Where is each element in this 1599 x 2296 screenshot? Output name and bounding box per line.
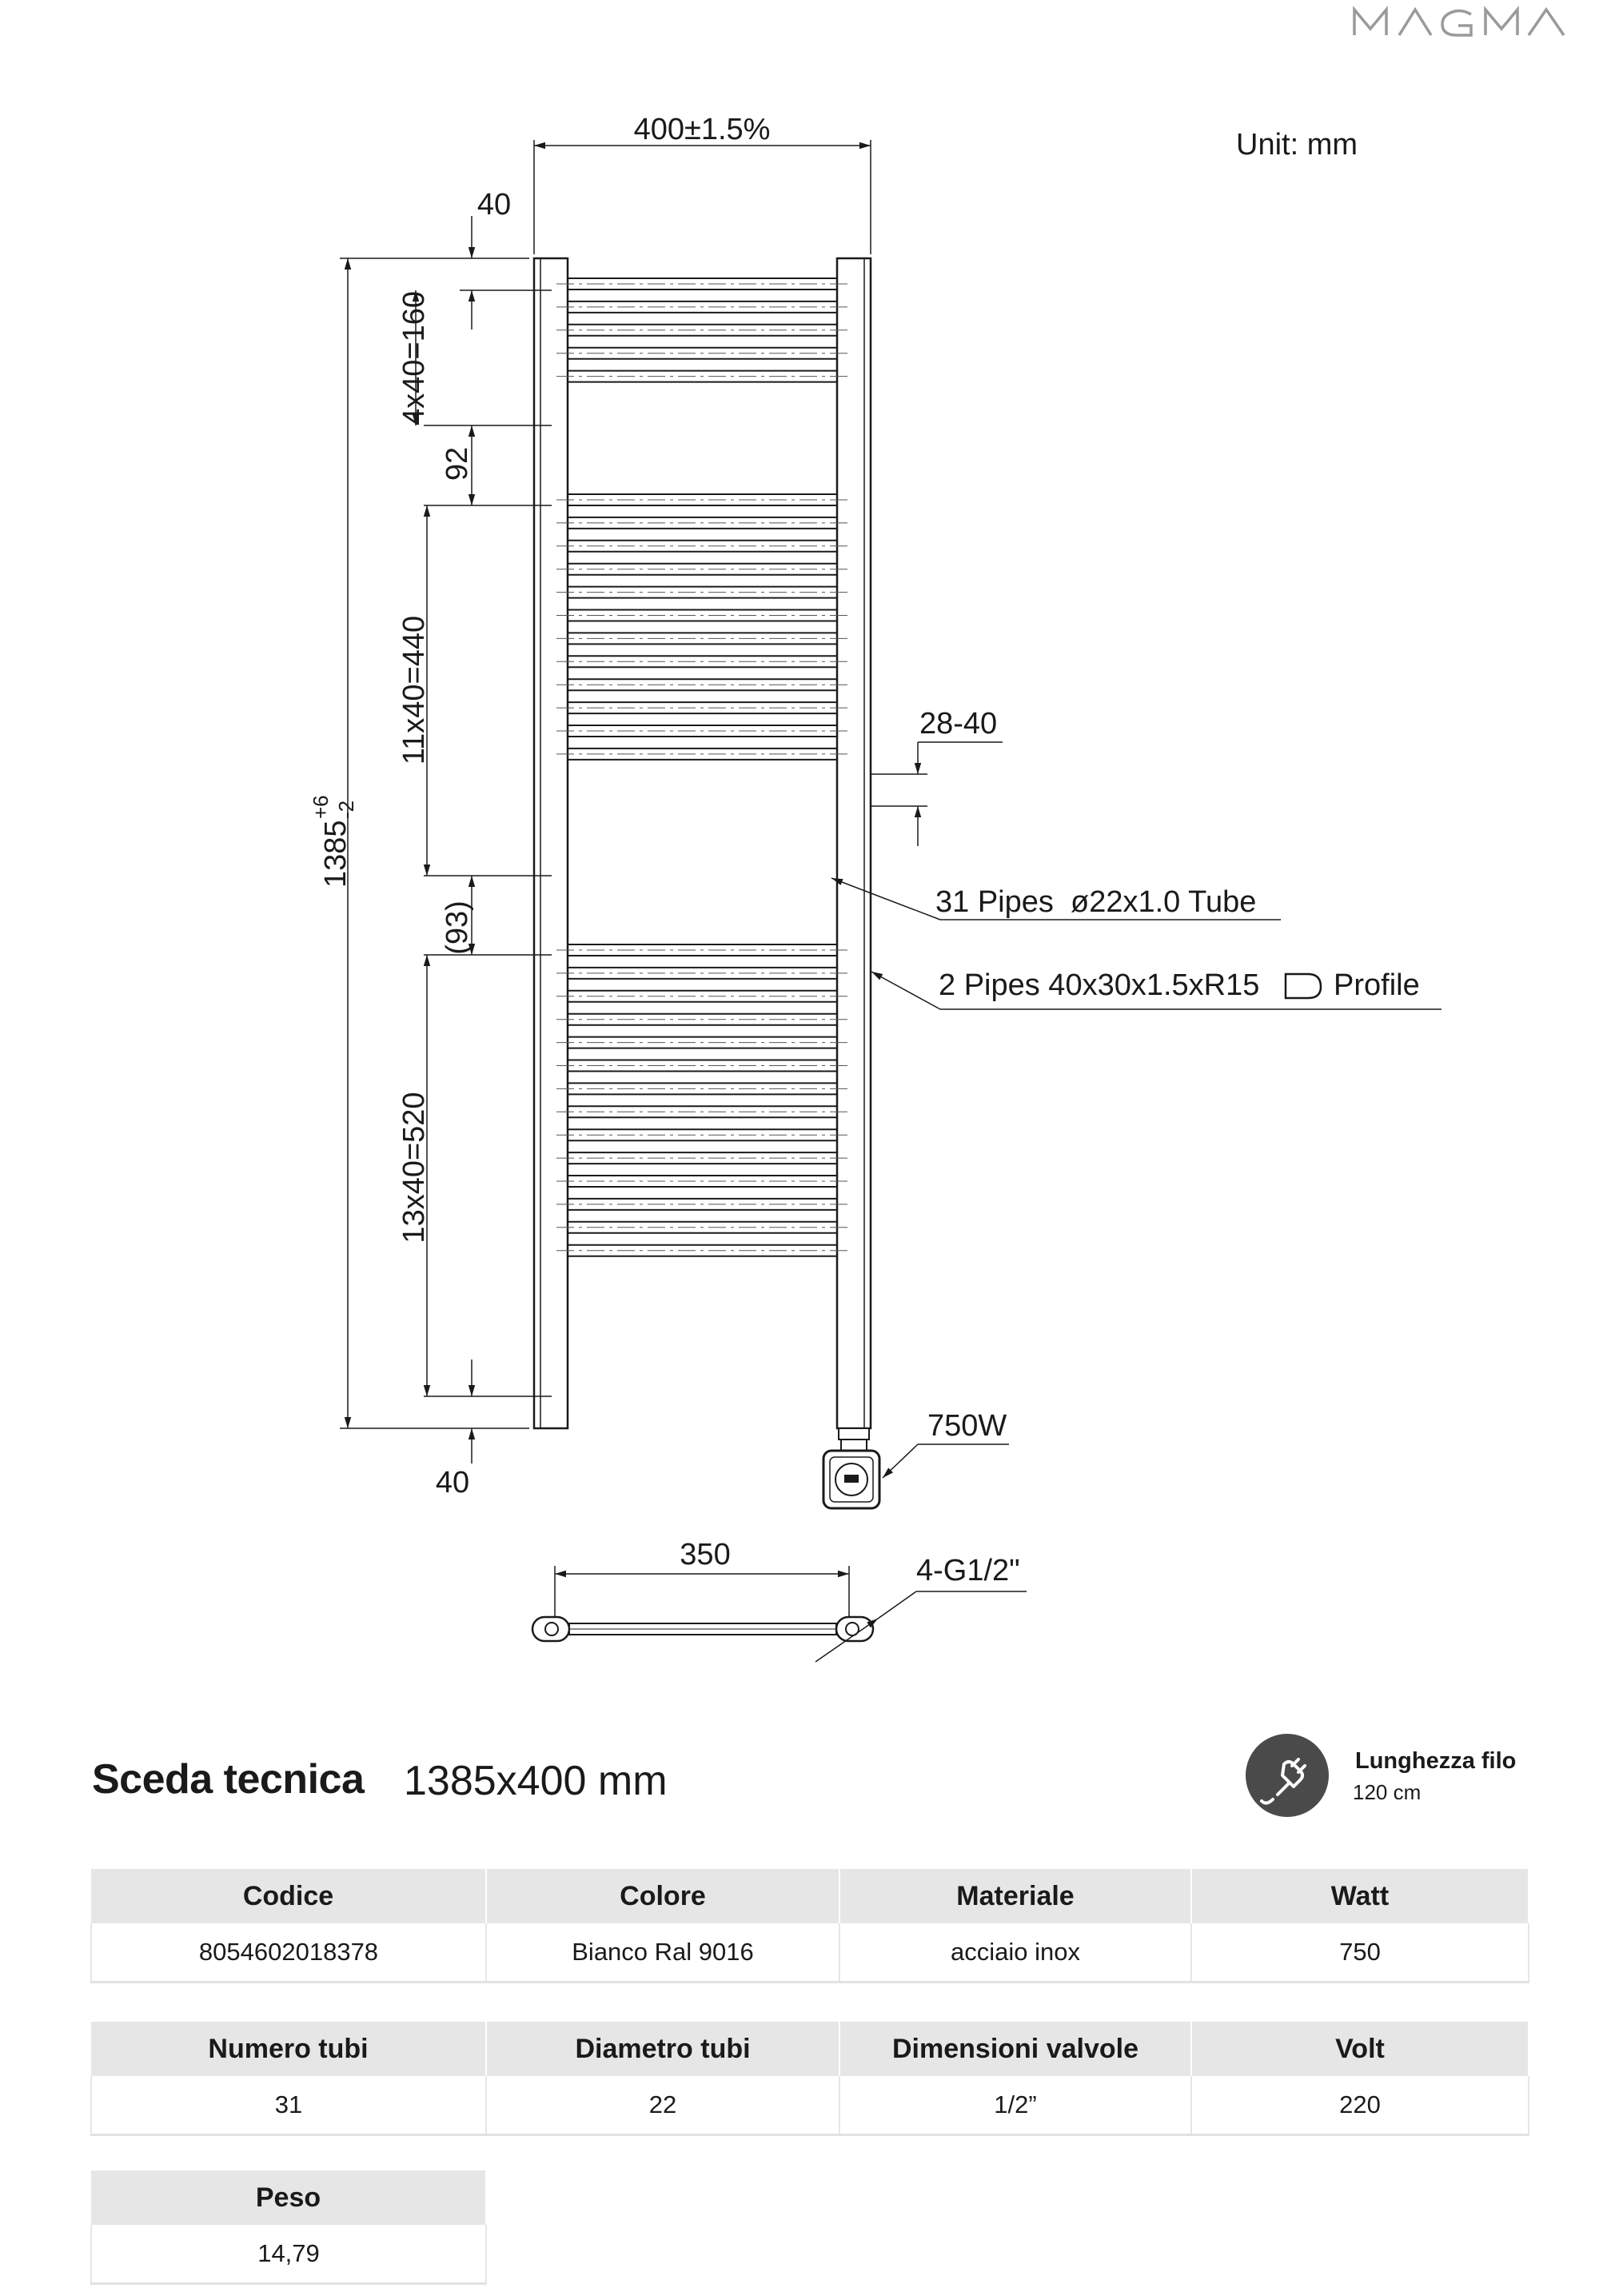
cell-materiale: acciaio inox xyxy=(839,1923,1191,1983)
profile-label-suffix: Profile xyxy=(1334,968,1420,1002)
spec-table-2 xyxy=(90,2022,1529,2136)
table-header-row xyxy=(91,2022,1529,2076)
tube xyxy=(556,564,848,575)
table-row xyxy=(91,1923,1529,1983)
tube xyxy=(556,656,848,667)
gap1-dimension: 92 xyxy=(441,446,474,481)
table-row xyxy=(91,2225,486,2284)
group2-dimension: 11x40=440 xyxy=(397,615,431,765)
tube xyxy=(556,968,848,979)
header-peso: Peso xyxy=(91,2170,486,2225)
cell-dimensioni-valvole: 1/2” xyxy=(839,2076,1191,2135)
cell-peso: 14,79 xyxy=(91,2225,486,2284)
width-dimension: 400±1.5% xyxy=(633,113,771,146)
tube-group xyxy=(556,278,848,1256)
tube xyxy=(556,1060,848,1072)
sheet-dimensions: 1385x400 mm xyxy=(404,1758,668,1804)
cell-volt: 220 xyxy=(1191,2076,1529,2135)
heater-power-label: 750W xyxy=(927,1409,1007,1443)
heater-element xyxy=(823,1428,879,1508)
tube xyxy=(556,587,848,598)
bottom-gap-dimension: 40 xyxy=(435,1466,470,1499)
tube xyxy=(556,541,848,552)
cable-length-value: 120 cm xyxy=(1353,1780,1422,1804)
tube xyxy=(556,301,848,313)
profile-label: 2 Pipes 40x30x1.5xR15 xyxy=(939,968,1260,1002)
cell-codice: 8054602018378 xyxy=(91,1923,486,1983)
table-row xyxy=(91,2076,1529,2135)
header-materiale: Materiale xyxy=(839,1869,1191,1923)
sheet-title: Sceda tecnica xyxy=(92,1756,365,1803)
tube xyxy=(556,749,848,760)
header-watt: Watt xyxy=(1191,1869,1529,1923)
top-gap-dimension: 40 xyxy=(477,188,512,222)
profile-shape-icon xyxy=(1286,974,1321,998)
valve-label: 4-G1/2" xyxy=(916,1554,1020,1587)
tube xyxy=(556,610,848,621)
tube xyxy=(556,1014,848,1025)
tube xyxy=(556,1176,848,1187)
cable-length-label: Lunghezza filo xyxy=(1355,1748,1517,1774)
spec-table-3 xyxy=(90,2170,487,2285)
tube xyxy=(556,702,848,713)
bottom-width-dimension: 350 xyxy=(680,1538,731,1571)
header-colore: Colore xyxy=(486,1869,839,1923)
tube xyxy=(556,278,848,289)
table-header-row xyxy=(91,1869,1529,1923)
tube xyxy=(556,1152,848,1164)
tube xyxy=(556,991,848,1002)
tube xyxy=(556,944,848,956)
logo-text: MAGMA xyxy=(1351,5,1354,6)
cell-colore: Bianco Ral 9016 xyxy=(486,1923,839,1983)
right-rail xyxy=(837,258,871,1428)
tube xyxy=(556,1222,848,1233)
tube xyxy=(556,517,848,529)
tube xyxy=(556,1245,848,1256)
wall-distance-dimension: 28-40 xyxy=(919,707,998,741)
spec-table-1 xyxy=(90,1869,1529,1983)
unit-label: Unit: mm xyxy=(1236,128,1358,162)
cell-watt: 750 xyxy=(1191,1923,1529,1983)
pipes-label: 31 Pipes ø22x1.0 Tube xyxy=(935,885,1257,919)
tube xyxy=(556,371,848,382)
tube xyxy=(556,633,848,644)
group3-dimension: 13x40=520 xyxy=(397,1092,431,1244)
tube xyxy=(556,725,848,737)
bottom-view xyxy=(532,1617,873,1641)
header-codice: Codice xyxy=(91,1869,486,1923)
tube xyxy=(556,1129,848,1140)
cell-numero-tubi: 31 xyxy=(91,2076,486,2135)
cell-diametro-tubi: 22 xyxy=(486,2076,839,2135)
tube xyxy=(556,325,848,336)
tube xyxy=(556,679,848,690)
left-rail xyxy=(534,258,568,1428)
header-dimensioni-valvole: Dimensioni valvole xyxy=(839,2022,1191,2076)
tube xyxy=(556,1037,848,1048)
tube xyxy=(556,348,848,359)
height-dimension: 1385 xyxy=(319,820,353,888)
tube xyxy=(556,1106,848,1117)
tube xyxy=(556,1083,848,1094)
header-diametro-tubi: Diametro tubi xyxy=(486,2022,839,2076)
height-tolerance-plus: +6 xyxy=(309,795,333,819)
electric-plug-icon xyxy=(1246,1734,1329,1817)
header-volt: Volt xyxy=(1191,2022,1529,2076)
table-header-row xyxy=(91,2170,486,2225)
gap2-dimension: (93) xyxy=(441,900,474,955)
tube xyxy=(556,494,848,505)
group1-dimension: 4x40=160 xyxy=(397,291,431,425)
header-numero-tubi: Numero tubi xyxy=(91,2022,486,2076)
tube xyxy=(556,1199,848,1210)
height-tolerance-minus: -2 xyxy=(334,800,358,819)
